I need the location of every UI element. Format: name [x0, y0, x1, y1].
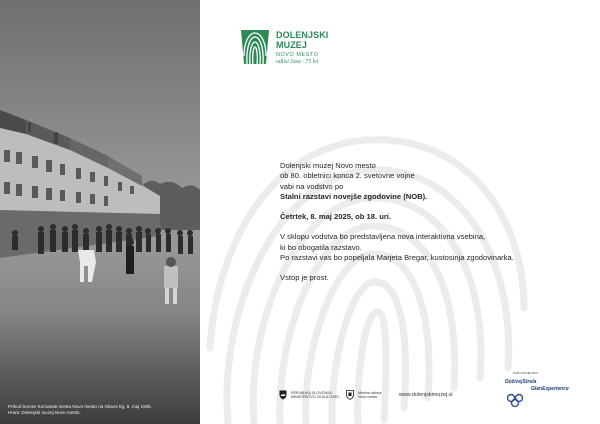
- museum-logo-tagline: odtisi časa · 75 let: [276, 59, 319, 65]
- entry-note: Vstop je prost.: [280, 273, 329, 283]
- partner-brand-2: GlanExperience: [531, 386, 569, 392]
- partner-knot-icon: [506, 393, 524, 407]
- partner-brand-1: DoživejStrela: [505, 379, 537, 385]
- museum-logo-title: [276, 31, 328, 50]
- museum-logo: [240, 28, 360, 72]
- event-date-time: Četrtek, 8. maj 2025, ob 18. uri.: [280, 212, 392, 222]
- partner-small-text: DOŽIVI DOLENJSKO: [513, 372, 539, 375]
- detail-line-3: Po razstavi vas bo popeljala Marjeta Bregar, kustosinja zgodovinarka.: [280, 253, 514, 263]
- invitation-text: [280, 161, 580, 284]
- photo-caption-line1: Prihod borcev Komande mesta Novo mesto na Glavni trg, 8. maj 1945.: [8, 404, 153, 409]
- municipality-line1: Mestna občina: [358, 390, 382, 395]
- intro-line-1: Dolenjski muzej Novo mesto: [280, 161, 376, 170]
- ministry-logo: [279, 390, 339, 400]
- website-link[interactable]: www.dolenjskimuzej.si: [399, 392, 453, 398]
- ministry-line1: REPUBLIKA SLOVENIJA: [291, 390, 332, 395]
- museum-logo-title-line2: MUZEJ: [276, 39, 308, 50]
- footer: [0, 372, 600, 424]
- partner-logo: [505, 372, 569, 420]
- ministry-text: [291, 391, 339, 400]
- municipality-logo: [346, 390, 381, 400]
- novo-mesto-crest-icon: [346, 390, 354, 400]
- intro-line-2: ob 80. obletnici konca 2. svetovne vojne: [280, 171, 415, 181]
- detail-line-2: ki bo obogatila razstavo.: [280, 242, 362, 252]
- municipality-text: [358, 391, 381, 400]
- ministry-line2: MINISTRSTVO ZA KULTURO: [291, 395, 339, 399]
- intro-line-3: vabi na vodstvo po: [280, 181, 344, 191]
- museum-logo-subtitle: NOVO MESTO: [276, 52, 319, 58]
- street-scene-image: [0, 0, 200, 424]
- municipality-line2: Novo mesto: [358, 395, 378, 399]
- photo-caption-line2: Hrani: Dolenjski muzej Novo mesto.: [8, 409, 81, 415]
- slovenia-emblem-icon: [279, 390, 287, 400]
- museum-logo-icon: [240, 28, 270, 66]
- historical-photo: [0, 0, 200, 424]
- museum-logo-title-line1: DOLENJSKI: [276, 30, 329, 40]
- detail-line-1: V sklopu vodstva bo predstavljena nova interaktivna vsebina,: [280, 232, 486, 242]
- exhibition-title: Stalni razstavi novejše zgodovine (NOB).: [280, 191, 428, 201]
